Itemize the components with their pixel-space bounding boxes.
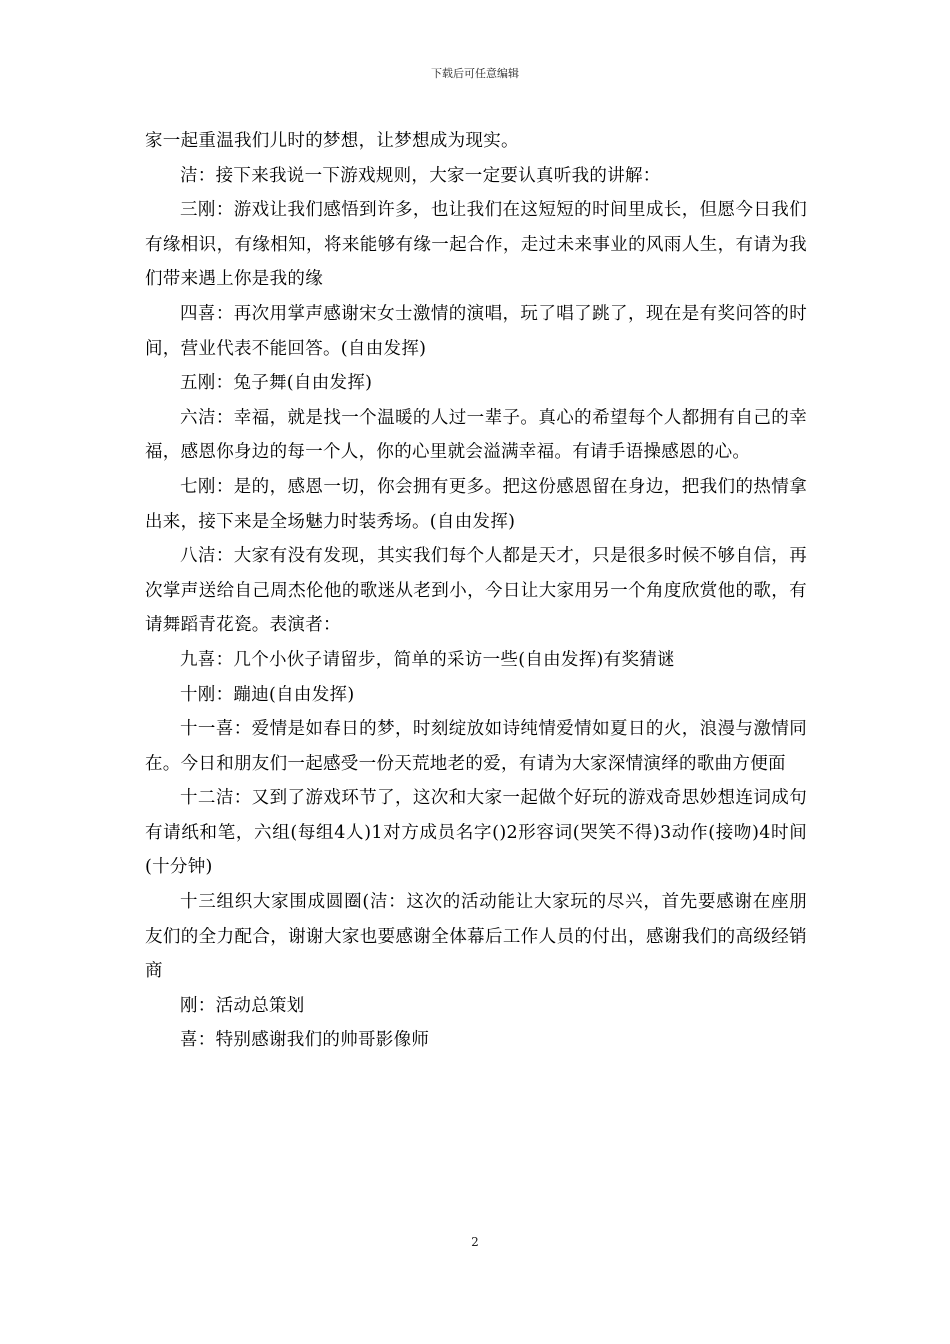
paragraph-item-12: 十二洁：又到了游戏环节了，这次和大家一起做个好玩的游戏奇思妙想连词成句有请纸和笔，六组(每组4人)1对方成员名字()2形容词(哭笑不得)3动作(接吻)4时间(十分钟) bbox=[145, 788, 807, 878]
paragraph-item-9: 九喜：几个小伙子请留步，简单的采访一些(自由发挥)有奖猜谜 bbox=[180, 649, 675, 670]
paragraph-item-5: 五刚：兔子舞(自由发挥) bbox=[180, 373, 373, 394]
paragraph-planner: 刚：活动总策划 bbox=[180, 995, 305, 1016]
paragraph-item-4: 四喜：再次用掌声感谢宋女士激情的演唱，玩了唱了跳了，现在是有奖问答的时间，营业代表不能回答。(自由发挥) bbox=[145, 303, 807, 359]
paragraph-item-6: 六洁：幸福，就是找一个温暖的人过一辈子。真心的希望每个人都拥有自己的幸福，感恩你身边的每一个人，你的心里就会溢满幸福。有请手语操感恩的心。 bbox=[145, 407, 807, 463]
page-number: 2 bbox=[471, 1235, 479, 1249]
paragraph-item-11: 十一喜：爱情是如春日的梦，时刻绽放如诗纯情爱情如夏日的火，浪漫与激情同在。今日和朋友们一起感受一份天荒地老的爱，有请为大家深情演绎的歌曲方便面 bbox=[145, 719, 807, 774]
paragraph-rules-intro: 洁：接下来我说一下游戏规则，大家一定要认真听我的讲解： bbox=[180, 165, 661, 186]
paragraph-item-13: 十三组织大家围成圆圈(洁：这次的活动能让大家玩的尽兴，首先要感谢在座朋友们的全力配合，谢谢大家也要感谢全体幕后工作人员的付出，感谢我们的高级经销商 bbox=[145, 892, 807, 982]
paragraph-item-10: 十刚：蹦迪(自由发挥) bbox=[180, 684, 355, 705]
page-header: 下载后可任意编辑 bbox=[431, 67, 519, 80]
paragraph-item-7: 七刚：是的，感恩一切，你会拥有更多。把这份感恩留在身边，把我们的热情拿出来，接下来是全场魅力时装秀场。(自由发挥) bbox=[145, 476, 807, 532]
paragraph-continuation: 家一起重温我们儿时的梦想，让梦想成为现实。 bbox=[145, 131, 519, 151]
paragraph-photographer: 喜：特别感谢我们的帅哥影像师 bbox=[180, 1030, 430, 1051]
paragraph-item-8: 八洁：大家有没有发现，其实我们每个人都是天才，只是很多时候不够自信，再次掌声送给自己周杰伦他的歌迷从老到小，今日让大家用另一个角度欣赏他的歌，有请舞蹈青花瓷。表演者： bbox=[145, 546, 807, 636]
document-body bbox=[145, 124, 807, 1058]
paragraph-item-3: 三刚：游戏让我们感悟到许多，也让我们在这短短的时间里成长，但愿今日我们有缘相识，有缘相知，将来能够有缘一起合作，走过未来事业的风雨人生，有请为我们带来遇上你是我的缘 bbox=[145, 200, 807, 290]
